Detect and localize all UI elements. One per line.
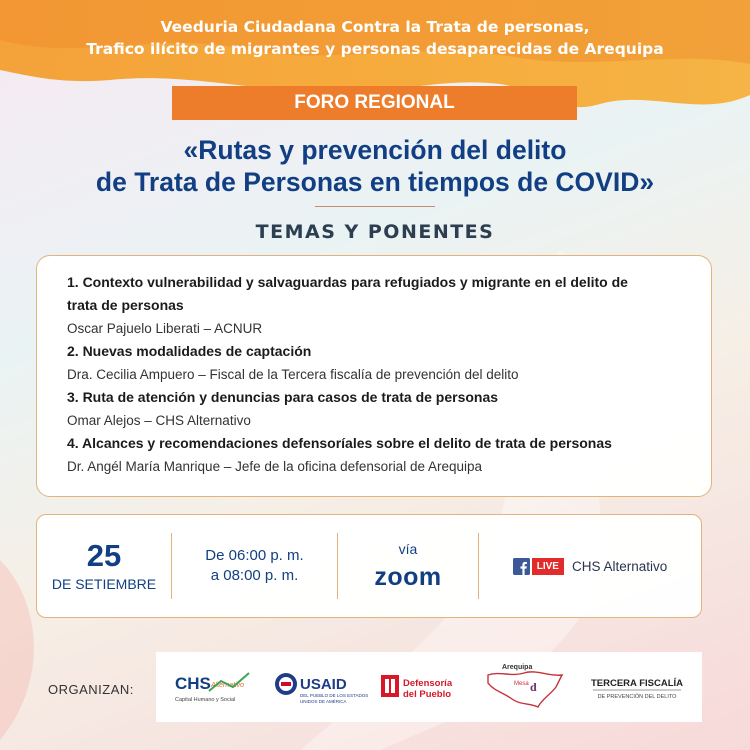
defensoria-logo-line2: del Pueblo: [402, 689, 452, 700]
live-badge: LIVE: [532, 558, 564, 575]
date-cell: [37, 515, 171, 617]
arequipa-logo-code: d: [530, 680, 537, 694]
facebook-icon: [513, 558, 530, 575]
org-title-line2: Trafico ilícito de migrantes y personas desaparecidas de Arequipa: [86, 40, 664, 58]
time-cell: [172, 515, 337, 617]
event-info-box: [36, 514, 702, 618]
tercera-fiscalia-logo: [589, 659, 685, 715]
event-time-start: De 06:00 p. m.: [205, 547, 304, 564]
chs-alternativo-logo: [173, 659, 253, 715]
stream-channel: CHS Alternativo: [571, 558, 668, 574]
event-type-banner: FORO REGIONAL: [172, 86, 577, 120]
topic-title: 1. Contexto vulnerabilidad y salvaguardas para refugiados y migrante en el delito de: [67, 274, 628, 290]
via-label: vía: [398, 541, 418, 557]
event-day: 25: [86, 538, 122, 573]
topic-item: [67, 432, 681, 478]
topic-item: [67, 271, 681, 340]
defensoria-logo: [379, 659, 463, 715]
platform-cell: [338, 515, 478, 617]
topic-item: [67, 340, 681, 386]
usaid-logo: [274, 659, 369, 715]
topic-title-continued: trata de personas: [67, 297, 184, 313]
facebook-live-row: [513, 558, 668, 575]
title-divider: [315, 206, 435, 207]
fiscalia-logo-line1: TERCERA FISCALÍA: [591, 678, 684, 689]
event-title-line1: «Rutas y prevención del delito: [183, 135, 567, 165]
organizer-logos: [156, 652, 702, 722]
event-time-end: a 08:00 p. m.: [210, 567, 299, 584]
usaid-logo-subtitle1: DEL PUEBLO DE LOS ESTADOS: [299, 693, 369, 698]
arequipa-logo-name: Arequipa: [502, 664, 533, 671]
event-month: DE SETIEMBRE: [51, 576, 157, 592]
stream-cell: [479, 515, 701, 617]
topic-speaker: Dr. Angél María Manrique – Jefe de la oficina defensorial de Arequipa: [67, 459, 483, 474]
organization-title: [0, 16, 750, 60]
defensoria-logo-line1: Defensoría: [402, 678, 453, 689]
fiscalia-logo-line2: DE PREVENCIÓN DEL DELITO: [597, 694, 677, 700]
org-title-line1: Veeduria Ciudadana Contra la Trata de personas,: [160, 18, 590, 36]
usaid-logo-name: USAID: [299, 676, 347, 693]
topic-title: 2. Nuevas modalidades de captación: [67, 343, 312, 359]
topic-item: [67, 386, 681, 432]
topic-title: 3. Ruta de atención y denuncias para casos de trata de personas: [67, 389, 499, 405]
chs-logo-tag: Alternativo: [210, 682, 244, 689]
event-title: [0, 134, 750, 198]
organizers-label: ORGANIZAN:: [48, 682, 134, 697]
zoom-logo: zoom: [374, 563, 442, 591]
section-title: TEMAS Y PONENTES: [255, 221, 495, 243]
topic-title: 4. Alcances y recomendaciones defensoríales sobre el delito de trata de personas: [67, 435, 612, 451]
topics-box: [36, 255, 712, 497]
arequipa-mesa-logo: [484, 659, 568, 715]
topic-speaker: Dra. Cecilia Ampuero – Fiscal de la Tercera fiscalía de prevención del delito: [67, 367, 519, 382]
arequipa-logo-mesa: Mesa: [514, 681, 529, 687]
usaid-logo-subtitle2: UNIDOS DE AMÉRICA: [299, 699, 347, 704]
chs-logo-subtitle: Capital Humano y Social: [174, 697, 235, 703]
event-title-line2: de Trata de Personas en tiempos de COVID»: [95, 167, 655, 197]
topic-speaker: Oscar Pajuelo Liberati – ACNUR: [67, 321, 263, 336]
topic-speaker: Omar Alejos – CHS Alternativo: [67, 413, 251, 428]
chs-logo-name: CHS: [174, 674, 211, 693]
